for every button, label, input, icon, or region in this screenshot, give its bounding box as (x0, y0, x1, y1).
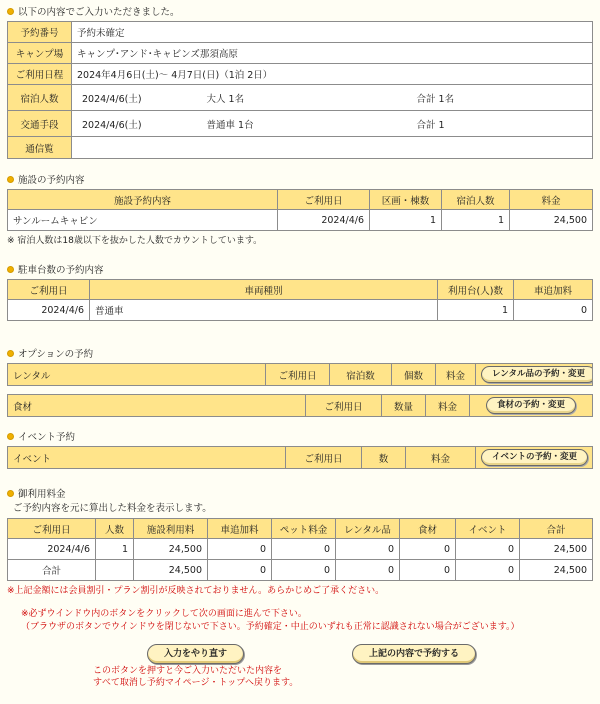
intro-heading (7, 5, 593, 17)
col-header: 数 (362, 447, 406, 469)
col-header: 料金 (406, 447, 476, 469)
warning-line: （ブラウザのボタンでウインドウを閉じないで下さい。予約確定・中止のいずれも正常に認識されない場合がございます。） (21, 622, 520, 632)
guests-total: 合計 1名 (412, 85, 593, 111)
fee-cell: 0 (208, 560, 272, 581)
facility-name: サンルームキャビン (8, 210, 278, 231)
col-header: 個数 (392, 364, 436, 386)
fee-cell (96, 560, 134, 581)
notes-field (72, 137, 593, 159)
notes-row (8, 137, 593, 159)
summary-label: キャンプ場 (8, 43, 72, 64)
col-header: 食材 (400, 519, 456, 539)
total-label: 合計 (8, 560, 96, 581)
redo-note-line: すべて取消し予約マイページ・トップへ戻ります。 (93, 678, 299, 688)
submit-button[interactable]: 上記の内容で予約する (352, 644, 476, 664)
fee-cell: 0 (456, 539, 520, 560)
guests-row (8, 85, 593, 111)
notes-label: 通信覧 (8, 137, 72, 159)
col-header: イベント (456, 519, 520, 539)
col-header: 料金 (436, 364, 476, 386)
fee-cell: 0 (208, 539, 272, 560)
fee-cell: 0 (400, 539, 456, 560)
food-name: 食材 (8, 395, 306, 417)
facility-date: 2024/4/6 (278, 210, 370, 231)
options-title: オプションの予約 (18, 349, 94, 360)
facility-price: 24,500 (510, 210, 593, 231)
col-header: レンタル品 (336, 519, 400, 539)
facility-heading (7, 173, 593, 185)
col-header: ご利用日 (8, 280, 90, 300)
facility-table (7, 189, 593, 231)
event-row (8, 447, 593, 469)
col-header: 利用台(人)数 (438, 280, 514, 300)
col-header: 区画・棟数 (370, 190, 442, 210)
bullet-icon (7, 490, 14, 497)
event-table (7, 446, 593, 469)
event-heading (7, 430, 593, 442)
col-header: ご利用日 (278, 190, 370, 210)
rental-table (7, 363, 593, 386)
transport-row (8, 111, 593, 137)
fees-heading (7, 487, 593, 499)
summary-value: 予約未確定 (72, 22, 593, 43)
fees-table (7, 518, 593, 581)
parking-date: 2024/4/6 (8, 300, 90, 321)
summary-row (8, 64, 593, 85)
reservation-summary-table (7, 21, 593, 159)
warning-line: ※必ずウインドウ内のボタンをクリックして次の画面に進んで下さい。 (21, 609, 307, 619)
parking-table (7, 279, 593, 321)
transport-detail: 普通車 1台 (202, 111, 412, 137)
summary-row (8, 43, 593, 64)
fee-cell: 1 (96, 539, 134, 560)
facility-title: 施設の予約内容 (18, 175, 85, 186)
food-table (7, 394, 593, 417)
parking-count: 1 (438, 300, 514, 321)
food-row (8, 395, 593, 417)
col-header: 料金 (510, 190, 593, 210)
table-row (8, 210, 593, 231)
facility-header-row (8, 190, 593, 210)
summary-row (8, 22, 593, 43)
fees-title: 御利用料金 (18, 489, 66, 500)
options-heading (7, 347, 593, 359)
col-header: 車追加料 (208, 519, 272, 539)
event-title: イベント予約 (18, 432, 76, 443)
bullet-icon (7, 8, 14, 15)
fees-header-row (8, 519, 593, 539)
col-header: 数量 (382, 395, 426, 417)
parking-vehicle: 普通車 (90, 300, 438, 321)
event-button-cell (476, 447, 593, 469)
parking-fee: 0 (514, 300, 593, 321)
fee-cell: 0 (336, 560, 400, 581)
transport-label: 交通手段 (8, 111, 72, 137)
col-header: 施設予約内容 (8, 190, 278, 210)
total-row (8, 560, 593, 581)
guests-date: 2024/4/6(土) (72, 85, 202, 111)
col-header: ご利用日 (306, 395, 382, 417)
redo-note-line: このボタンを押すと今ご入力いただいた内容を (93, 666, 283, 676)
col-header: 宿泊人数 (442, 190, 510, 210)
bullet-icon (7, 433, 14, 440)
parking-header-row (8, 280, 593, 300)
col-header: ご利用日 (286, 447, 362, 469)
facility-units: 1 (370, 210, 442, 231)
intro-text: 以下の内容でご入力いただきました。 (18, 7, 180, 18)
warning-block (7, 608, 593, 634)
fee-cell: 0 (272, 560, 336, 581)
bullet-icon (7, 176, 14, 183)
fee-cell: 0 (456, 560, 520, 581)
rental-name: レンタル (8, 364, 266, 386)
redo-button[interactable]: 入力をやり直す (147, 644, 244, 664)
parking-title: 駐車台数の予約内容 (18, 265, 104, 276)
food-reserve-button[interactable]: 食材の予約・変更 (486, 397, 576, 414)
fee-cell: 24,500 (134, 560, 208, 581)
bullet-icon (7, 266, 14, 273)
col-header: ご利用日 (8, 519, 96, 539)
food-button-cell (470, 395, 593, 417)
col-header: 合計 (520, 519, 593, 539)
col-header: 車両種別 (90, 280, 438, 300)
bullet-icon (7, 350, 14, 357)
guests-label: 宿泊人数 (8, 85, 72, 111)
parking-heading (7, 263, 593, 275)
col-header: ご利用日 (266, 364, 330, 386)
summary-value: 2024年4月6日(土)～ 4月7日(日)（1泊 2日） (72, 64, 593, 85)
col-header: ペット料金 (272, 519, 336, 539)
redo-note (93, 665, 298, 689)
rental-row (8, 364, 593, 386)
col-header: 施設利用料 (134, 519, 208, 539)
fee-cell: 2024/4/6 (8, 539, 96, 560)
col-header: 料金 (426, 395, 470, 417)
facility-guests: 1 (442, 210, 510, 231)
event-reserve-button[interactable]: イベントの予約・変更 (481, 449, 588, 466)
col-header: 人数 (96, 519, 134, 539)
table-row (8, 300, 593, 321)
fees-subtitle: ご予約内容を元に算出した料金を表示します。 (13, 503, 212, 514)
fee-cell: 0 (272, 539, 336, 560)
guests-detail: 大人 1名 (202, 85, 412, 111)
summary-label: ご利用日程 (8, 64, 72, 85)
fee-cell: 24,500 (520, 539, 593, 560)
fees-note: ※上記金額には会員割引・プラン割引が反映されておりません。あらかじめご了承ください。 (7, 586, 385, 596)
event-name: イベント (8, 447, 286, 469)
rental-button-cell (476, 364, 593, 386)
fee-cell: 0 (400, 560, 456, 581)
fee-cell: 24,500 (134, 539, 208, 560)
summary-value: キャンプ･アンド･キャビンズ那須高原 (72, 43, 593, 64)
fee-cell: 24,500 (520, 560, 593, 581)
transport-total: 合計 1 (412, 111, 593, 137)
summary-label: 予約番号 (8, 22, 72, 43)
col-header: 車追加料 (514, 280, 593, 300)
rental-reserve-button[interactable]: レンタル品の予約・変更 (481, 366, 593, 383)
action-area (7, 644, 593, 704)
table-row (8, 539, 593, 560)
facility-note: ※ 宿泊人数は18歳以下を抜かした人数でカウントしています。 (7, 236, 263, 246)
col-header: 宿泊数 (330, 364, 392, 386)
fee-cell: 0 (336, 539, 400, 560)
transport-date: 2024/4/6(土) (72, 111, 202, 137)
